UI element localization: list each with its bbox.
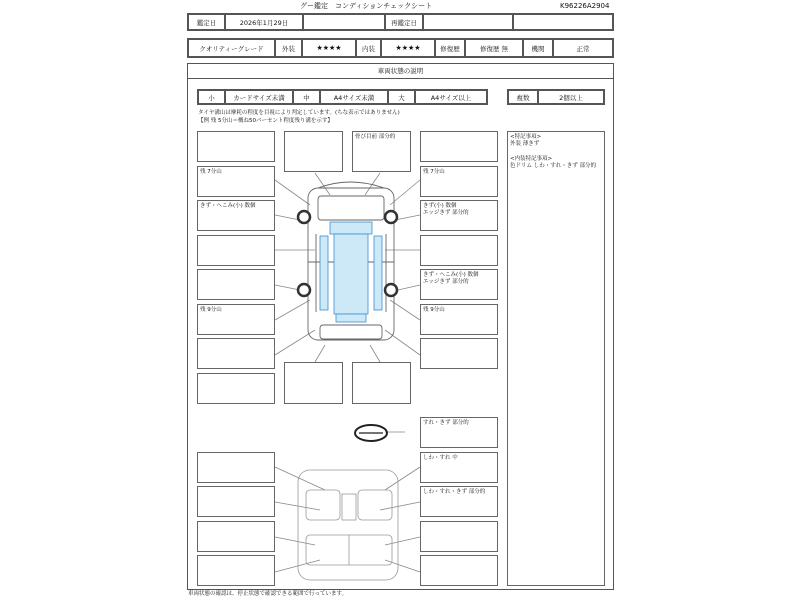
exterior-box-l5 — [197, 269, 275, 300]
left-front-tire-box — [197, 166, 275, 197]
repair-history-value: 修復歴 無 — [465, 39, 523, 57]
left-rear-tire-text: 残 9分山 — [200, 307, 222, 313]
function-label: 機関 — [523, 39, 553, 57]
legend-count-desc: 2個以上 — [538, 90, 604, 104]
exterior-box-r1 — [420, 131, 498, 162]
exterior-label: 外装 — [275, 39, 302, 57]
appraisal-date-label: 鑑定日 — [188, 14, 225, 30]
left-rear-tire-box — [197, 304, 275, 335]
interior-box-l3 — [197, 521, 275, 552]
legend-large-label: 大 — [388, 90, 415, 104]
interior-box-l1 — [197, 452, 275, 483]
appraisal-date-value: 2026年1月29日 — [225, 14, 303, 30]
section-title: 車両状態の説明 — [187, 63, 614, 79]
exterior-box-l7 — [197, 338, 275, 369]
driver-seat-box — [420, 452, 498, 483]
legend-medium-label: 中 — [293, 90, 320, 104]
left-fender-box — [197, 200, 275, 231]
exterior-box-l1 — [197, 131, 275, 162]
tire-note-2: 【例 残 5分山＝概ね50パーセント程度残り溝を示す】 — [198, 118, 333, 124]
front-box-right-text: 骨び目前 部分的 — [355, 134, 396, 140]
interior-box-r5 — [420, 555, 498, 586]
rear-box-left — [284, 362, 343, 404]
sheet-id: K96226A2904 — [560, 2, 610, 10]
legend-small-desc: カードサイズ未満 — [225, 90, 293, 104]
right-front-tire-box — [420, 166, 498, 197]
function-value: 正常 — [553, 39, 613, 57]
interior-box-l2 — [197, 486, 275, 517]
legend-medium-desc: A4サイズ未満 — [320, 90, 388, 104]
interior-box-l4 — [197, 555, 275, 586]
front-box-left — [284, 131, 343, 172]
quality-grade-label: クオリティーグレード — [188, 39, 275, 57]
right-fender-text-1: きず(小) 数個 — [423, 203, 457, 209]
rear-box-right — [352, 362, 411, 404]
right-door-text-1: きず・へこみ(小) 数個 — [423, 272, 479, 278]
sheet-title: グー鑑定 コンディションチェックシート — [300, 2, 433, 10]
left-fender-text: きず・へこみ(小) 数個 — [200, 203, 256, 209]
steering-box — [420, 417, 498, 448]
repair-history-label: 修復歴 — [435, 39, 465, 57]
legend-large-desc: A4サイズ以上 — [415, 90, 487, 104]
special-ext-label: <特記事項> — [510, 134, 542, 140]
footer-note: 車両状態の確認は、停止状態で確認できる範囲で行っています。 — [188, 591, 348, 597]
left-front-tire-text: 残 7分山 — [200, 169, 222, 175]
special-int-label: <内装特記事項> — [510, 156, 553, 162]
right-front-tire-text: 残 7分山 — [423, 169, 445, 175]
reappraisal-date-label: 再鑑定日 — [385, 14, 423, 30]
exterior-box-r4 — [420, 235, 498, 266]
legend-small-label: 小 — [198, 90, 225, 104]
right-rear-tire-box — [420, 304, 498, 335]
exterior-box-l4 — [197, 235, 275, 266]
steering-text: すれ・きず 部分的 — [423, 420, 469, 426]
exterior-box-r7 — [420, 338, 498, 369]
right-fender-box — [420, 200, 498, 231]
right-door-text-2: エッジきず 部分的 — [423, 279, 469, 285]
exterior-box-l8 — [197, 373, 275, 404]
special-ext-value: 外装 薄きず — [510, 141, 540, 147]
interior-label: 内装 — [356, 39, 381, 57]
passenger-seat-text: しわ・すれ・きず 部分的 — [423, 489, 486, 495]
right-rear-tire-text: 残 9分山 — [423, 307, 445, 313]
exterior-stars: ★★★★ — [302, 39, 356, 57]
right-door-box — [420, 269, 498, 300]
driver-seat-text: しわ・すれ 中 — [423, 455, 458, 461]
tire-note-1: タイヤ溝山は摩耗の程度を目視により判定しています。(ちな表示ではありません) — [198, 110, 400, 116]
legend-count-label: 複数 — [508, 90, 538, 104]
interior-box-r4 — [420, 521, 498, 552]
front-box-right — [352, 131, 411, 172]
special-int-value: 色ドリム しわ・すれ・きず 部分的 — [510, 163, 596, 169]
right-fender-text-2: エッジきず 部分的 — [423, 210, 469, 216]
interior-stars: ★★★★ — [381, 39, 435, 57]
passenger-seat-box — [420, 486, 498, 517]
